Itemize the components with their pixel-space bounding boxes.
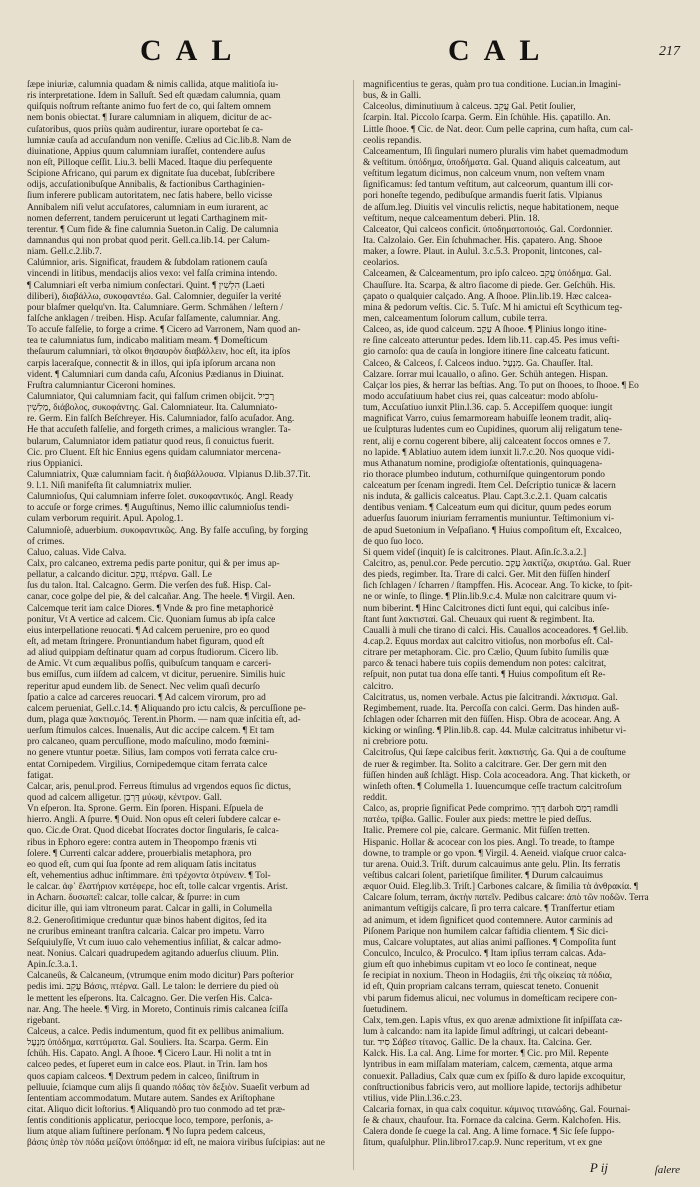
text-line: lum à calcando: nam ita lapide ſimul adſtringi, ut calcari debeant- <box>363 1026 608 1037</box>
text-line: niam. Gell.c.2.lib.7. <box>27 247 102 258</box>
text-line: rent, alij e cornu cogerent bibere, alij calceatent ſoccos omnes e 7. <box>363 436 611 447</box>
text-line: Calceo, as, ide quod calceum. עָקַב A ſhooe. ¶ Plinius longo itine- <box>363 325 607 336</box>
text-line: ſitum, quaſulphur. Plin.libro17.cap.9. Nunc reperitum, vt ex gne <box>363 1138 603 1149</box>
right-column <box>363 80 681 1172</box>
text-line: entat Cornipedem. Virgilius, Cornipedemque citam ferrata calce <box>27 759 268 770</box>
text-line: magnificat Varro, cuius ſemarmoream habuiſſe leonem tradit, aliq- <box>363 414 612 425</box>
text-line: gium eſt quo inhebimus cupitam vt eo loco ſe contineat, neque <box>363 960 597 971</box>
text-line: le calcar. ἀφ᾽ ἔλατήριον κατέφερε, hoc eſt, tolle calcar vrgentis. Arist. <box>27 882 288 893</box>
text-line: Calera donde ſe cuege la cal. Ang. A lime fornace. ¶ Sic ſeſe ſuppo- <box>363 1127 615 1138</box>
text-line: tur arena. Ouid.3. Triſt. durum calcauimus ante gelu. Plin. Its ferratis <box>363 859 621 870</box>
running-head-right: CAL <box>448 34 554 67</box>
text-line: damnandus qui non probat quod perit. Gell.ca.lib.14. per Calum- <box>27 235 270 246</box>
text-line: ſpatio a calce ad carceres reuocari. ¶ Ad calcem virorum, pro ad <box>27 692 266 703</box>
text-line: Calceamentum, Iſi ſingulari numero pluralis vim habet quemadmodum <box>363 146 629 157</box>
text-line: ne or winſe, to ſlinge. ¶ Plin.lib.9.c.4. Mulæ non calcitrare quum vi- <box>363 592 617 603</box>
text-line: Calumniator, Qui calumniam facit, qui falſum crimen obijcit. רָכִיל <box>27 391 275 402</box>
text-line: lium atque aliam ſuſtinere perſonam. ¶ No ſupra pedem calceus, <box>27 1127 266 1138</box>
text-line: gio carnoſo: qua de cauſa in longiore itinere ſine calceatu faticunt. <box>363 347 610 358</box>
text-line: ſchlagen oder ſcharren mit den füſſen. Hisp. Obra de acocear. Ang. A <box>363 715 621 726</box>
text-line: ſium inferere publicam autoritatem, nec ſatis habere, bello vicisse <box>27 191 273 202</box>
text-line: dicitur ille, qui iam vltroneum parat. Calcar in galli, in Columella <box>27 904 272 915</box>
text-line: Calcitroſus, Qui ſæpe calcibus ferit. λακτιστής. Ga. Qui a de couſtume <box>363 748 626 759</box>
text-line: rio thorace plumbeo indutum, cothurniſque quingentorum pondo <box>363 469 605 480</box>
text-line: ad animum, et idem ſignificet quod contemnere. Autor carminis ad <box>363 915 613 926</box>
text-line: Calceamen, & Calceamentum, pro ipſo calceo. עֲקֵב ὑπόδημα. Gal. <box>363 269 612 280</box>
text-line: tum, Accuſatiuo iunxit Plin.l.36. cap. 5. Accepiſſem quoque: iungit <box>363 403 613 414</box>
text-line: Calcaneûs, & Calcaneum, (vtrumque enim modo dicitur) Pars poſterior <box>27 971 294 982</box>
text-line: citrare per metaphoram. Cic. pro Cælio, Quum ſubito ſumilis quæ <box>363 648 609 659</box>
text-line: Calumniatrix, Quæ calumniam facit. ἡ διαβάλλουσα. Vlpianus D.lib.37.Tit. <box>27 469 311 480</box>
text-line: Calco, as, proprie ſignificat Pede comprimo. דָּרַךְ darboh רָמַס ramdli <box>363 804 619 815</box>
text-line: bularum, Calumniator idem patiatur quod reus, ſi conuictus fuerit. <box>27 436 275 447</box>
text-line: re ſine calceato atteruntur pedes. Idem lib.11. cap.45. Pes imus veſti- <box>363 336 620 347</box>
text-line: reperitur apud eundem lib. de Senect. Nec velim quaſi decurſo <box>27 681 260 692</box>
text-line: Calceator, Qui calceos conficit. ὑποδηματοποιός. Gal. Cordonnier. <box>363 224 613 235</box>
text-line: vident. ¶ Calumniari cum danda caſu, Aſconius Pædianus in Diuinat. <box>27 369 284 380</box>
text-line: calceatum per ſcenam ingredi. Item Cel. Deſcriptio tunicæ & lacern <box>363 481 616 492</box>
text-line: He that accuſeth falſelie, and forgeth crimes, a malicious wrangler. Ta- <box>27 425 291 436</box>
text-line: Calx, pro calcaneo, extrema pedis parte ponitur, qui & per imus ap- <box>27 559 280 570</box>
text-line: 9. l.1. Niſi manifeſta ſit calumniatrix mulier. <box>27 481 192 492</box>
text-line: vtilius, vide Plin.l.36.c.23. <box>363 1093 462 1104</box>
text-line: no lapide. ¶ Ablatiuo autem idem iunxit li.7.c.20. Nos quoque vidi- <box>363 447 615 458</box>
text-line: Calumnioſè, aduerbium. συκοφαντικῶς. Ang. By falſe accuſing, by forging <box>27 525 308 536</box>
text-line: to accuſe or forge crimes. ¶ Auguſtinus, Nemo illic calumnioſus tendi- <box>27 503 290 514</box>
text-line: ceolis repandis. <box>363 135 422 146</box>
text-line: tur. סִיד Σάβεσ τίτανος. Gallic. De la chaux. Ita. Calcina. Ger. <box>363 1038 592 1049</box>
text-line: le mettent les eſperons. Ita. Calcagno. Ger. Die verſen His. Calca- <box>27 993 273 1004</box>
text-line: rius Oppianici. <box>27 458 83 469</box>
text-line: dentibus veniam. ¶ Calceatum eum qui dicitur, quum pedes eorum <box>363 503 612 514</box>
text-line: conſtructionibus fabricis vero, aut molliore lapide, tectorijs adhibetur <box>363 1082 622 1093</box>
text-line: Calcemque terit iam calce Diores. ¶ Vnde & pro fine metaphoricè <box>27 603 274 614</box>
text-line: æquor Ouid. Eleg.lib.3. Triſt.] Carbones calcare, & ſimilia τὰ ἀνθρακία. ¶ <box>363 882 639 893</box>
text-line: diliberi), διαβάλλω, συκοφαντέω. Gal. Calomnier, deguiſer la verité <box>27 291 282 302</box>
text-line: Caualli à muli che tirano di calci. His. Cauallos acoceadores. ¶ Gel.lib. <box>363 625 629 636</box>
text-line: pori honeſte tegendo, pedibuſque armandis fuerit ſatis. Vlpianus <box>363 191 603 202</box>
text-line: reddit. <box>363 793 388 803</box>
text-line: Hispanic. Hollar & acocear con los pies. Angl. To treade, to ſtampe <box>363 837 615 848</box>
page-number: 217 <box>659 44 680 59</box>
text-line: Calcaria fornax, in qua calx coquitur. κάμινος τιτανώδης. Gal. Fournai- <box>363 1104 631 1115</box>
text-line: 8.2. Generoſitimique creduntur quæ binos habent digitos, ſed ita <box>27 915 267 926</box>
text-line: pelluuie, ſciamque cum alijs ſi quando πόδας τὸν δεξιὸν. Suaeſit verbum ad <box>27 1082 310 1093</box>
text-line: downe, to trample or go vpon. ¶ Virgil. 4. Aeneid. viaſque cruor calca- <box>363 848 627 859</box>
text-line: Caluo, caluas. Vide Calva. <box>27 547 127 558</box>
text-line: Calúmnior, aris. Significat, fraudem & ſubdolam rationem cauſa <box>27 258 268 269</box>
text-line: Calcar, aris, penul.prod. Ferreus ſtimulus ad vrgendos equos ſic dictus, <box>27 781 291 792</box>
text-line: uerſum ſtimulos calces. Inuenalis, Aut dic accipe calcem. ¶ Et tam <box>27 726 275 737</box>
text-line: ni crebriore potu. <box>363 737 428 748</box>
text-line: çapato o qualquier calçado. Ang. A ſhooe. Plin.lib.19. Hæc calcea- <box>363 291 612 302</box>
text-line: winſeth often. ¶ Columella 1. Iuuencumque ceſſe tractum calcitroſum <box>363 781 622 792</box>
text-line: quo. Cic.de Orat. Quod dicebat Iſocrates doctor ſingularis, ſe calca- <box>27 826 279 837</box>
text-line: mus, Calcare voluptates, aut alias animi paſſiones. ¶ Compoſita ſunt <box>363 937 617 948</box>
text-line: parco & tenaci habere tuis copiis demendum non potes: calcitrat, <box>363 659 607 670</box>
text-line: ſuetudinem. <box>363 1004 408 1015</box>
text-line: neat. Nonius. Calcari quadrupedem agitando aduerſus cliuum. Plin. <box>27 948 279 959</box>
text-line: vbi parum fidemus alicui, nec volumus in domeſticam recipere con- <box>363 993 618 1004</box>
text-line: Piſonem Parique non humilem calcar faſtidia clientem. ¶ Sic dici- <box>363 926 609 937</box>
text-line: ponitur, Vt A vertice ad calcem. Cic. Quoniam ſumus ab ipſa calce <box>27 614 276 625</box>
text-line: Seſquiulyſſe, Vt cum iuuo calo vehementius inſiliat, & calcar admo- <box>27 937 282 948</box>
text-line: nomen deferrent, tandem peruicerunt ut legati Carthaginem mit- <box>27 213 268 224</box>
text-line: Apin.ſc.3.a.1. <box>27 960 78 971</box>
text-line: veſtitum, neque calceamentum deberi. Plin. 18. <box>363 213 540 224</box>
text-line: To accuſe falſelie, to forge a crime. ¶ Cicero ad Varronem, Nam quod an- <box>27 325 301 336</box>
text-line: Chauſſure. Ita. Scarpa, & altro ſiacome di piede. Ger. Geſchüh. His. <box>363 280 616 291</box>
text-line: Calx, tem.gen. Lapis vſtus, ex quo arenæ admixtione ſit inſpiſſata cæ- <box>363 1015 623 1026</box>
text-line: theſaurum calumniari, τὰ οἴκοι θησαυρὸν διαβάλλειν, hoc eſt, ita ipſos <box>27 347 291 358</box>
text-line: cuſatoribus, quos priùs quàm audirentur, iurare oportebat ſe ca- <box>27 124 264 135</box>
text-line: Little ſhooe. ¶ Cic. de Nat. deor. Cum pelle caprina, cum haſta, cum cal- <box>363 124 634 135</box>
text-line: Kalck. His. La cal. Ang. Lime for morter. ¶ Cic. pro Mil. Repente <box>363 1049 609 1060</box>
text-line: & veſtitum. ὑπόδημα, ὑποδήματα. Gal. Quand aliquis calceatum, aut <box>363 157 621 168</box>
text-line: Conculco, Inculco, & Proculco. ¶ Itam ipſius terram calcas. Ada- <box>363 948 606 959</box>
text-line: veſtitum legatum dicimus, non calceum vnum, non veſtem vnam <box>363 169 605 180</box>
text-line: id eſt, Quin propriam calcans terram, quiescat teneto. Conuenit <box>363 982 599 993</box>
text-line: ¶ Calumniari eſt verba nimium conſectari. Quint. ¶ הִלְשִׁין (Laeti <box>27 280 265 291</box>
text-line: falſche anklagen / treiben. Hisp. Acuſar falſamente, calumniar. Ang. <box>27 313 281 324</box>
text-line: Calceolus, diminutiuum à calceus. עֲקֵב Gal. Petit ſoulier, <box>363 102 576 113</box>
text-line: Calumnioſus, Qui calumniam inferre ſolet. συκοφαντικός. Angl. Ready <box>27 492 294 503</box>
text-line: culam verborum requirit. Apul. Apolog.1. <box>27 514 184 525</box>
text-line: de quo ſuo loco. <box>363 536 424 547</box>
text-line: calcitro. <box>363 681 394 692</box>
text-line: pour blaſmer quelqu'vn. Ita. Calumniare. Germ. Schmähen / leſtern / <box>27 302 284 313</box>
text-line: eſt, vehementius adhuc inſtimmare. ἐπὶ τρέχοντα ὀτρύνειν. ¶ Tol- <box>27 870 271 881</box>
text-line: Calcitro, as, penul.cor. Pede percutio. עָקַב λακτίζω, σκιρτάω. Gal. Ruer <box>363 559 631 570</box>
text-line: quod ad calcem alligetur. דָּרְבָן μύωψ, κέντρον. Gall. <box>27 793 222 803</box>
text-line: bus, & in Galli. <box>363 91 422 102</box>
text-line: ue ſculpturas ludentes cum eo Cupidines, quorum alij religatum tene- <box>363 425 623 436</box>
text-line: eius interpellatione reuocati. ¶ Ad calcem peruenire, pro eo quod <box>27 625 270 636</box>
text-line: eo quod eſt, cum qui ſua ſponte ad rem aliquam ſatis incitatus <box>27 859 257 870</box>
text-line: tea te calumniatus ſum, indicabo malitiam meam. ¶ Domeſticum <box>27 336 268 347</box>
text-line: quiſquis noſtrum reſtante animo fuo fert de co, qui ſaltem omnem <box>27 102 271 113</box>
text-line: carpis laceraſque, connectit & in illos, qui ipſa ipſorum arcana non <box>27 358 276 369</box>
text-line: pellatur, a calcando dicitur. עָקֵב, πτέρνα. Gall. Le <box>27 570 212 581</box>
text-line: Annibalem niſi velut accuſatores, calumniam in eum iurarent, ac <box>27 202 269 213</box>
text-line: ſentis conditionis applicatur, periocque loco, tempore, perſonis, a- <box>27 1116 274 1127</box>
text-line: מַלְשִׁין, διάβολος, συκοφάντης. Gal. Calomniateur. Ita. Calumniato- <box>27 403 278 414</box>
text-line: kicking or winſing. ¶ Plin.lib.8. cap. 44. Mulæ calcitratus inhibetur vi- <box>363 726 627 737</box>
text-line: ſe recipiat in noxium. Theon in Hodagiis, ἐπὶ τῆς οἰκείας τὰ πόδια, <box>363 971 613 982</box>
text-line: of crimes. <box>27 536 65 547</box>
text-line: calcem perueniat, Gell.c.14. ¶ Aliquando pro ictu calcis, & percuſſione pe- <box>27 703 306 714</box>
text-line: βάσις ὑπὲρ τὸν πόδα μείζονι ὑπόδημα: id eſt, ne maiora viribus ſuſcipias: aut ne <box>27 1138 325 1149</box>
text-line: πατέω, τρίβω. Gallic. Fouler aux pieds: mettre le pied deſſus. <box>363 815 592 826</box>
text-line: odijs, accuſationibuſque Annibalis, & factionibus Carthaginien- <box>27 180 265 191</box>
text-line: reſpuit, non putat tua dona eſſe tanti. ¶ Huius compoſitum eſt Re- <box>363 670 606 681</box>
text-line: ris interpretatione. Idem in Salluſt. Sed eſt quædam calumnia, quam <box>27 91 281 102</box>
text-line: quos capiam calceos. ¶ Dextrum pedem in calceo, ſiniſtrum in <box>27 1071 260 1082</box>
text-line: eſt, ad metam ſtringere. Pronuntiandum habet figuram, quod eſt <box>27 637 265 648</box>
text-line: Si quem videſ (inquit) ſe is calcitrones. Plaut. Aſin.ſc.3.a.2.] <box>363 547 587 558</box>
text-line: lumniæ cauſa ad accuſandum non veniſſe. Cælius ad Cic.lib.8. Nam de <box>27 135 292 146</box>
text-line: dum, plaga quæ λακτισμός. Terent.in Phorm. — nam quæ inſcitia eſt, ad- <box>27 715 301 726</box>
text-line: veſtibus calcari ſolent, parietiſque ſimiliter. ¶ Durum calcauimus <box>363 870 603 881</box>
text-line: des pieds, regimber. Ita. Trare di calci. Ger. Mit den füſſen hinderſ <box>363 570 610 581</box>
text-line: Ita. Calzolaio. Ger. Ein ſchuhmacher. His. çapatero. Ang. Shooe <box>363 235 603 246</box>
text-line: ſignificamus: ſed tantum veſtitum, aut calceorum, quantum illi cor- <box>363 180 614 191</box>
text-line: pedis imi. עָקֵב Βάσις, πτέρνα. Gall. Le talon: le derriere du pied où <box>27 982 279 993</box>
text-line: modo accuſatiuum habet cius rei, quas calceatur: modo abſolu- <box>363 391 599 402</box>
text-line: magnificentius te geras, quàm pro tua conditione. Lucian.in Imagini- <box>363 80 621 90</box>
text-line: Fruſtra calumniantur Ciceroni homines. <box>27 380 176 391</box>
text-line: conuexit. Palladius, Calx quæ cum ex ſpiſſo & duro lapide excoquitur, <box>363 1071 626 1082</box>
text-line: Italic. Premere col pie, calcare. Germanic. Mit füſſen tretten. <box>363 826 590 837</box>
text-line: ſich ſchlagen / ſcharren / ſtampffen. His. Acocear. Ang. To kicke, to ſpit- <box>363 581 633 592</box>
text-line: calceo pedes, et ſuperet eum in calce eos. Plaut. in Trin. Iam hos <box>27 1060 268 1071</box>
left-column <box>27 80 345 1172</box>
text-line: nem bonis obiectat. ¶ Iurare calumniam in aliquem, dicitur de ac- <box>27 113 272 124</box>
text-line: ribus in Ephoro egere: contra autem in Theopompo frænis vti <box>27 837 257 848</box>
text-line: in Acharn. δυσωπεῖ: calcar, tolle calcar, & ſpurre: in cum <box>27 893 240 904</box>
text-line: Calceo, & Calceos, ſ. Calceos induo. מִנְעָל. Ga. Chauſſer. Ital. <box>363 358 593 369</box>
text-line: 4.cap.2. Equus mordax aut calcitro vitioſus, non morboſus eſt. Cal- <box>363 637 613 648</box>
text-line: de Amic. Vt cum æqualibus poſſis, quibuſcum tanquam e carceri- <box>27 659 272 670</box>
signature-mark: P ij <box>589 1160 608 1175</box>
text-line: aduerſus ſauorum iniuriam ferramentis muniuntur. Teſtimonium vi- <box>363 514 614 525</box>
text-line: terentur. ¶ Cum fide & fine calumnia Sueton.in Calig. De calumnia <box>27 224 279 235</box>
text-line: ceolarios. <box>363 258 400 269</box>
text-line: hierro. Angli. A ſpurre. ¶ Ouid. Non opus eſt celeri ſubdere calcar e- <box>27 815 281 826</box>
text-line: Calcitratus, us, nomen verbale. Actus pie ſalcitrandi. λάκτισμα. Gal. <box>363 692 618 703</box>
text-line: Cic. pro Cluent. Eſt hic Ennius egens quidam calumniator mercena- <box>27 447 281 458</box>
text-line: re. Germ. Ein falſch Beſchreyer. His. Calumniador, falſo acuſador. Ang. <box>27 414 295 425</box>
text-line: vincendi in litibus, mendacijs alios vexo: vel falſa crimina intendo. <box>27 269 278 280</box>
text-line: mina & pedorum veſtis. Cic. 5. Tuſc. M hi amictui eſt Scythicum teg- <box>363 302 623 313</box>
text-line: canar, coce golpe del pie, & del calcañar. Ang. The heele. ¶ Virgil. Aen. <box>27 592 295 603</box>
text-line: Vn eſperon. Ita. Sprone. Germ. Ein ſporen. Hispani. Eſpuela de <box>27 804 264 815</box>
text-line: Calcare ſolum, terram, ἀκτὴν πατεῖν. Pedibus calcare: ἀπὸ τῶν ποδῶν. Terra <box>363 893 649 904</box>
text-line: Regimbement, ruade. Ita. Percoſſa con calci. Germ. Das hinden auß- <box>363 703 620 714</box>
text-line: Calceus, a calce. Pedis indumentum, quod fit ex pellibus animalium. <box>27 1026 284 1037</box>
text-line: fatigat. <box>27 770 54 781</box>
text-line: rigebant. <box>27 1015 61 1026</box>
text-line: füſſen hinden auß ſchlägt. Hisp. Cola acoceadora. Ang. That kicketh, or <box>363 770 631 781</box>
text-line: ſolere. ¶ Currenti calcar addere, prouerbialis metaphora, pro <box>27 848 252 859</box>
text-line: מִנְעָל ὑπόδημα, καττύματα. Gal. Souliers. Ita. Scarpa. Germ. Ein <box>27 1038 269 1049</box>
text-line: non eſt, Pilloque ceſſit. Liu.3. belli Maced. Itaque diu perſequente <box>27 157 273 168</box>
text-line: de ruer & regimber. Ita. Solito a calcitrare. Ger. Der gern mit den <box>363 759 607 770</box>
text-line: num biberint. ¶ Hinc Calcitrones dicti ſunt equi, qui calcibus inſe- <box>363 603 610 614</box>
text-line: animantum veſtigijs calcare, ſi pro terra calcare. ¶ Tranſfertur etiam <box>363 904 615 915</box>
catchword: ſalere <box>654 1164 680 1176</box>
text-line: citat. Aliquo dicit loſtorius. ¶ Aliquandò pro tuo conmodo ad tet præ- <box>27 1104 286 1115</box>
column-divider <box>353 80 354 1170</box>
text-line: maker, a ſowre. Plaut. in Aulul. 3.c.5.3. Proponit, lintcones, cal- <box>363 247 602 258</box>
text-line: Calzare. ſorrar mui lcauallo, o aſino. Ger. Schüh antegen. Hispan. <box>363 369 608 380</box>
text-line: ne cruribus emineant tranſtra calcaria. Calcar pro impetu. Varro <box>27 926 265 937</box>
text-line: diuinatione, Appius quum calumniam iuraſſet, contendere auſus <box>27 146 265 157</box>
text-line: lyntribus in eam miſſalam materiam, calcem, cæmenta, atque arma <box>363 1060 613 1071</box>
text-line: nar. Ang. The heele. ¶ Virg. in Moreto, Continuis rimis calcanea ſciſſa <box>27 1004 288 1015</box>
text-line: ſcarpin. Ital. Piccolo ſcarpa. Germ. Ein ſchühle. His. çapatillo. An. <box>363 113 611 124</box>
text-line: de apud Suetonium in Veſpaſiano. ¶ Huius compoſitum eſt, Excalceo, <box>363 525 622 536</box>
text-line: ſe & chaux, chaufour. Ita. Fornace da calcina. Germ. Kalchofen. His. <box>363 1116 621 1127</box>
text-line: de aſſum.leg. Diuitis vel vinculis relictis, neque habitationem, neque <box>363 202 619 213</box>
text-line: ad aliud quippiam deſtinatur quam ad corpus ſtudiorum. Cicero lib. <box>27 648 279 659</box>
text-line: mus Athanatum nomine, prodigioſæ oſtentationis, quinquagena- <box>363 458 603 469</box>
running-head-left: CAL <box>140 34 246 67</box>
text-line: ſæpe iniuriæ, calumnia quadam & nimis callida, atque malitioſa iu- <box>27 80 279 90</box>
text-line: ſtant ſunt λακτισταί. Gal. Cheuaux qui ruent & regimbent. Ita. <box>363 614 595 625</box>
text-line: no genere vtuntur poetæ. Silius, Iam compos voti ferrata calce cru- <box>27 748 278 759</box>
text-line: ſus du talon. Ital. Calcagno. Germ. Die verſen des fuß. Hisp. Cal- <box>27 581 271 592</box>
text-line: ſententiam accommodatum. Mutare autem. Sandes ex Ariſtophane <box>27 1093 275 1104</box>
text-line: bus emiſſus, cum iiſdem ad calcem, vt dicitur, peruenire. Similis huic <box>27 670 286 681</box>
text-line: Calçar los pies, & herrar las beſtias. Ang. To put on ſhooes, to ſhooe. ¶ Eo <box>363 380 639 391</box>
text-line: pro calcaneo, quam percuſſione, modo maſculino, modo fœmini- <box>27 737 270 748</box>
text-line: Scipione Africano, qui parum ex dignitate ſua ducebat, ſubſcribere <box>27 169 275 180</box>
text-line: ſchüh. His. Capato. Angl. A ſhooe. ¶ Cicero Laur. Hi nolit a tnt in <box>27 1049 272 1060</box>
text-line: nis induta, & gallicis calceatus. Plau. Capt.3.c.2.1. Quam calcatis <box>363 492 608 503</box>
text-line: men, calceamentum ſolorum callum, cubile terra. <box>363 313 548 324</box>
